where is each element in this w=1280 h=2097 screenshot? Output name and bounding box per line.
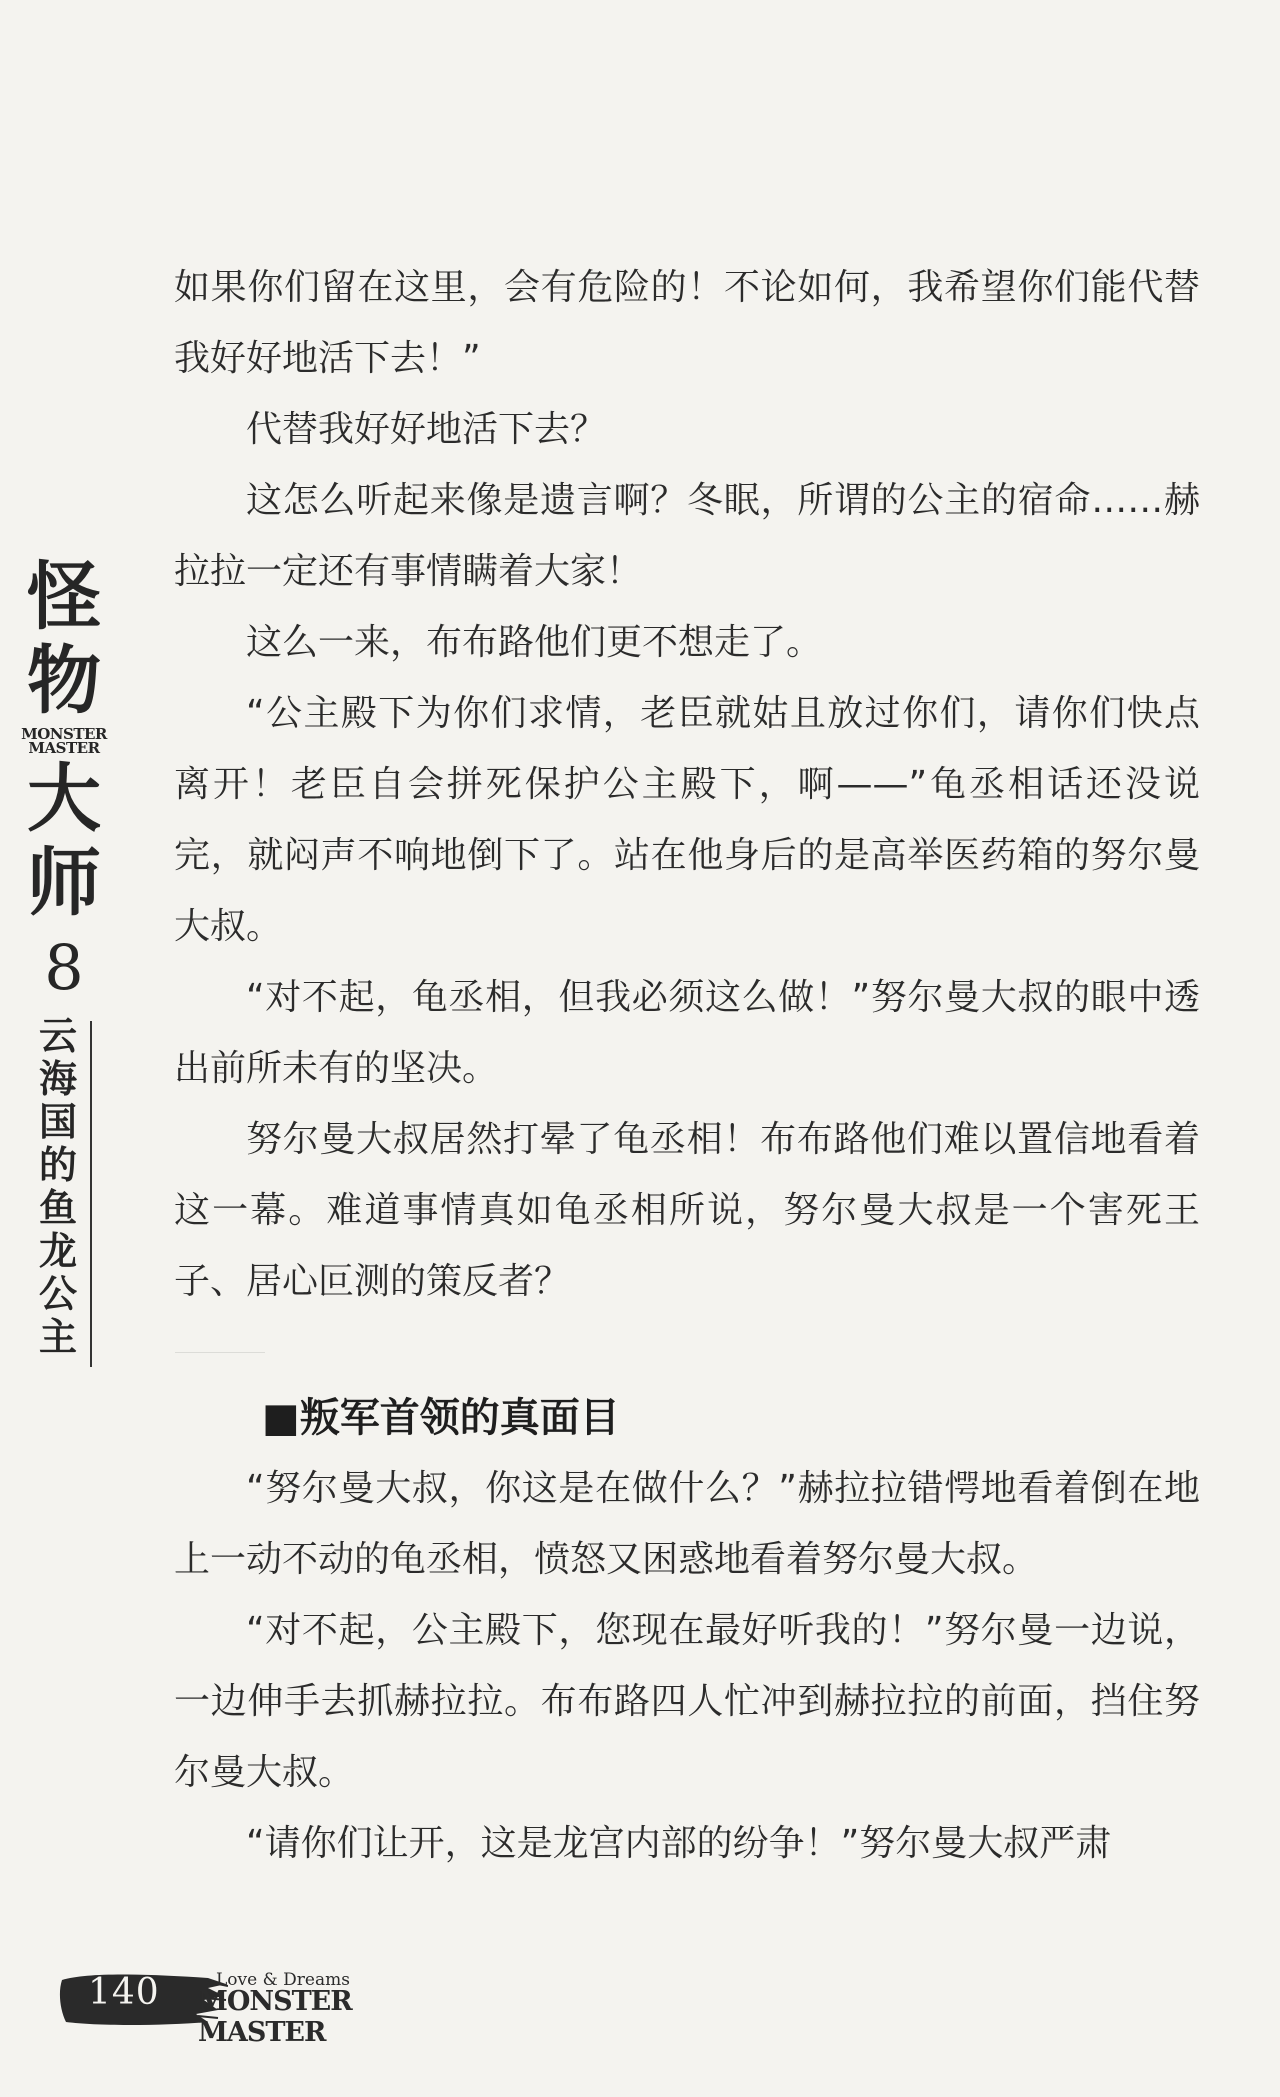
series-title-char: 师 xyxy=(27,840,101,926)
volume-number: 8 xyxy=(44,931,84,1004)
body-text-section xyxy=(174,1453,1200,1879)
paragraph: “公主殿下为你们求情，老臣就姑且放过你们，请你们快点离开！老臣自会拼死保护公主殿下，啊——”龟丞相话还没说完，就闷声不响地倒下了。站在他身后的是高举医药箱的努尔曼大叔。 xyxy=(174,693,1200,947)
paragraph: “请你们让开，这是龙宫内部的纷争！”努尔曼大叔严肃 xyxy=(246,1823,1112,1864)
paragraph: “对不起，龟丞相，但我必须这么做！”努尔曼大叔的眼中透出前所未有的坚决。 xyxy=(174,977,1200,1089)
body-text xyxy=(174,252,1200,1317)
paragraph: “努尔曼大叔，你这是在做什么？”赫拉拉错愕地看着倒在地上一动不动的龟丞相，愤怒又困惑地看着努尔曼大叔。 xyxy=(174,1468,1200,1580)
series-title-char: 物 xyxy=(27,638,101,724)
paragraph: 这怎么听起来像是遗言啊？冬眠，所谓的公主的宿命……赫拉拉一定还有事情瞒着大家！ xyxy=(174,480,1200,592)
footer-brand-name: MONSTER MASTER xyxy=(198,1986,352,2048)
paragraph: 努尔曼大叔居然打晕了龟丞相！布布路他们难以置信地看着这一幕。难道事情真如龟丞相所说，努尔曼大叔是一个害死王子、居心叵测的策反者？ xyxy=(174,1119,1200,1302)
footer-brand-tagline: Love & Dreams xyxy=(216,1970,350,1990)
paragraph: “对不起，公主殿下，您现在最好听我的！”努尔曼一边说，一边伸手去抓赫拉拉。布布路四人忙冲到赫拉拉的前面，挡住努尔曼大叔。 xyxy=(174,1610,1200,1793)
volume-subtitle: 云海国的鱼龙公主 xyxy=(38,1014,77,1359)
series-logo xyxy=(21,727,107,755)
series-logo-line: MONSTER xyxy=(21,725,107,743)
series-title-char: 怪 xyxy=(27,554,101,640)
divider xyxy=(175,1352,265,1353)
page-footer xyxy=(58,1964,438,2048)
page-number: 140 xyxy=(88,1972,160,2013)
volume-subtitle-wrap xyxy=(36,1015,92,1359)
series-title-vertical xyxy=(14,555,114,1359)
series-title-char: 大 xyxy=(27,756,101,842)
section-heading: ■叛军首领的真面目 xyxy=(262,1395,620,1441)
paragraph: 如果你们留在这里，会有危险的！不论如何，我希望你们能代替我好好地活下去！” xyxy=(174,267,1200,379)
series-logo-line: MASTER xyxy=(28,739,100,757)
paragraph: 这么一来，布布路他们更不想走了。 xyxy=(246,622,823,663)
paragraph: 代替我好好地活下去？ xyxy=(246,409,607,450)
